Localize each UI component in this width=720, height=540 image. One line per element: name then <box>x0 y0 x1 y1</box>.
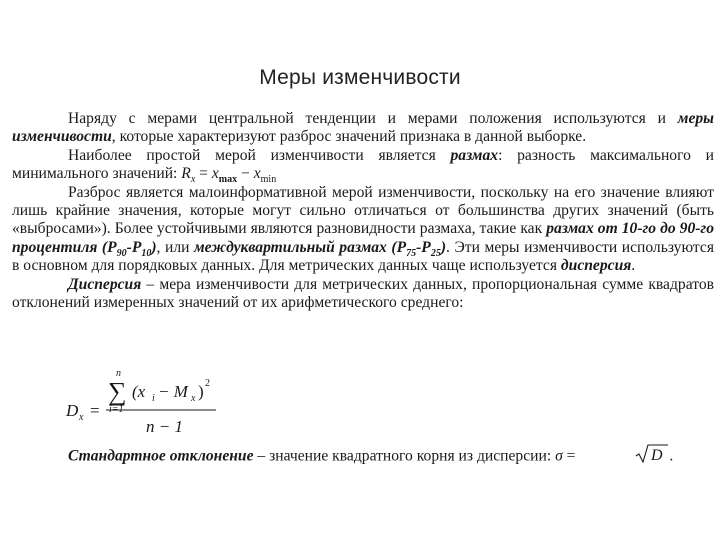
variants-mid-text: , или <box>156 238 194 256</box>
sqrt-symbol <box>635 444 669 464</box>
sum-lower-limit: i=1 <box>109 404 124 415</box>
variance-formula-svg <box>64 370 244 442</box>
interquartile-sub-75: 75 <box>406 247 417 259</box>
std-deviation-text: – значение квадратного корня из дисперсии: <box>253 447 556 465</box>
range-formula <box>181 165 277 186</box>
variance-eq: = <box>90 401 100 420</box>
range-formula-eq: = <box>195 165 212 183</box>
content-body <box>12 110 714 312</box>
numerator-sub-i: i <box>152 393 155 404</box>
term-variance: Дисперсия <box>68 275 142 293</box>
variants-end: . <box>631 257 636 275</box>
interquartile-dash: -P <box>416 238 431 256</box>
variance-lhs-sub: x <box>79 412 84 423</box>
numerator-power: 2 <box>205 378 210 389</box>
numerator-close: ) <box>198 382 204 401</box>
term-variability-measures: меры изменчивости <box>12 110 714 146</box>
range-formula-x1: x <box>211 165 219 183</box>
interquartile-sub-25: 25 <box>430 247 441 259</box>
percentile-range-text: размах от 10-го до 90-го процентиля (P <box>12 220 714 256</box>
sqrt-radicand: D <box>651 447 663 464</box>
paragraph-range <box>12 147 714 184</box>
paragraph-variance <box>12 276 714 313</box>
paragraph-intro <box>12 110 714 147</box>
numerator-sub-x: x <box>191 393 196 404</box>
term-range: размах <box>450 146 499 164</box>
range-formula-x2-sub: min <box>260 174 277 186</box>
range-lead-text: Наиболее простой мерой изменчивости является <box>68 146 451 164</box>
percentile-sub-10: 10 <box>141 247 152 259</box>
variants-lead-text: Разброс является малоинформативной мерой изменчивости, поскольку на его значение влияют лишь крайние значения, которые могут сильно отличаться от большинства других значений (быть «выбросами»). Более устойчивыми являются разновидности размаха, такие как <box>12 183 714 238</box>
paragraph-std-deviation <box>12 444 714 469</box>
variance-definition-text: – мера изменчивости для метрических данных, пропорциональная сумме квадратов отклонений измеренных значений от их арифметического среднего: <box>12 275 714 312</box>
term-variance-ref: дисперсия <box>560 257 632 275</box>
term-std-deviation: Стандартное отклонение <box>68 447 254 465</box>
percentile-sub-90: 90 <box>116 247 127 259</box>
intro-tail-text: , которые характеризуют разброс значений признака в данной выборке. <box>111 128 587 146</box>
variance-formula <box>64 370 244 442</box>
range-formula-r: R <box>181 165 191 183</box>
numerator-open: (x <box>132 382 146 401</box>
sqrt-expression <box>579 444 669 469</box>
std-end: . <box>669 447 674 465</box>
variance-lhs: D <box>66 401 79 420</box>
interquartile-text: междуквартильный размах (P <box>194 238 407 256</box>
std-eq: = <box>562 447 580 465</box>
range-mid-text: : разность максимального и минимального значений: <box>12 146 714 183</box>
range-formula-minus: − <box>237 165 254 183</box>
sum-symbol: ∑ <box>108 377 127 406</box>
std-sigma: σ <box>555 447 563 465</box>
range-formula-x1-sub: max <box>218 174 238 186</box>
range-formula-x2: x <box>253 165 261 183</box>
range-formula-r-sub: x <box>190 174 196 186</box>
paragraph-range-variants <box>12 184 714 276</box>
percentile-close: ) <box>151 238 157 256</box>
intro-text: Наряду с мерами центральной тенденции и мерами положения используются и <box>68 110 678 127</box>
variants-tail-text: . Эти меры изменчивости используются в основном для порядковых данных. Для метрических данных чаще используется <box>12 238 714 275</box>
percentile-dash: -P <box>126 238 142 256</box>
numerator-minus-m: − M <box>158 382 188 401</box>
sum-upper-limit: n <box>116 368 121 379</box>
denominator: n − 1 <box>146 417 183 436</box>
interquartile-close: ) <box>440 238 447 256</box>
term-interquartile-range <box>194 238 447 259</box>
slide-title: Меры изменчивости <box>259 66 461 89</box>
